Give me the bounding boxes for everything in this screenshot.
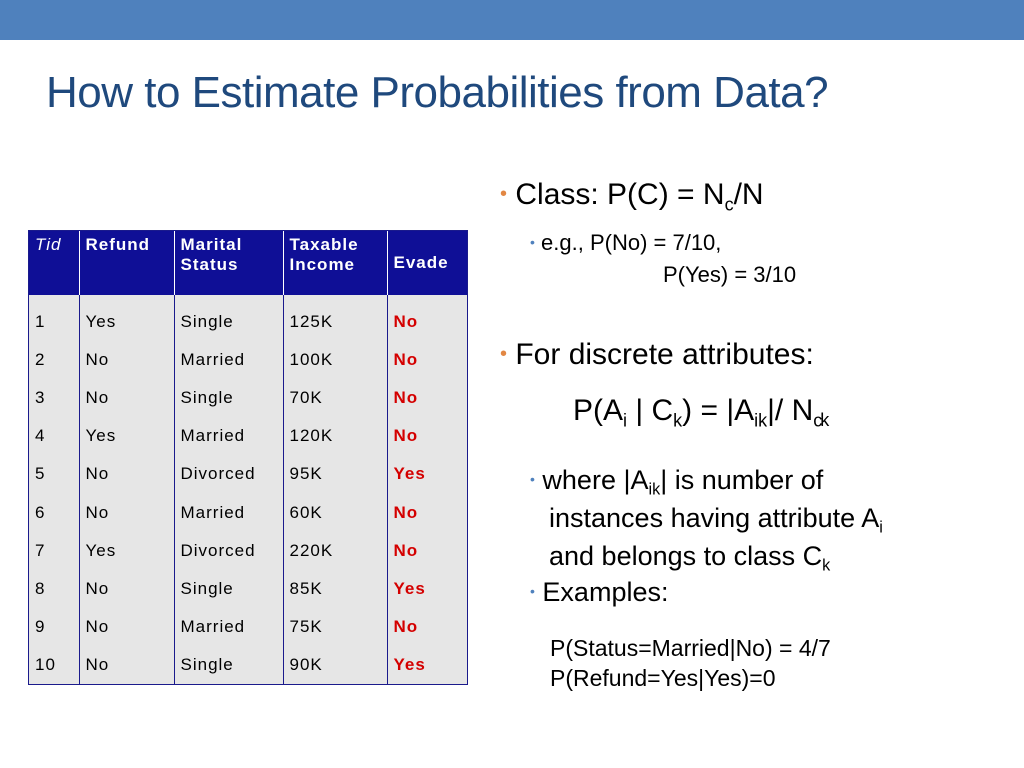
cell-status: Divorced [174, 532, 283, 570]
cell-tid: 8 [29, 570, 79, 608]
top-accent-bar [0, 0, 1024, 40]
cell-income: 220K [283, 532, 387, 570]
cell-evade: No [393, 502, 419, 522]
cell-evade: No [393, 426, 419, 446]
cell-status: Married [174, 493, 283, 531]
cell-status: Married [174, 417, 283, 455]
cell-refund: Yes [79, 303, 174, 341]
bullet-class: • Class: $P(C) = N_c/N$ [500, 178, 764, 215]
cell-income: 95K [283, 455, 387, 493]
cell-status: Single [174, 646, 283, 684]
header-marital-status: Marital Status [174, 231, 283, 295]
cell-refund: No [79, 608, 174, 646]
cell-refund: No [79, 455, 174, 493]
table-row [29, 570, 467, 608]
table-row [29, 646, 467, 684]
examples-list [550, 633, 831, 693]
table-row [29, 532, 467, 570]
cell-tid: 5 [29, 455, 79, 493]
cell-status: Divorced [174, 455, 283, 493]
cell-refund: No [79, 379, 174, 417]
cell-income: 125K [283, 303, 387, 341]
table-row [29, 455, 467, 493]
example-line-1: • e.g., P(No) = 7/10, [530, 230, 722, 255]
example-2: P(Refund=Yes|Yes)=0 [550, 665, 776, 691]
cell-income: 85K [283, 570, 387, 608]
header-refund: Refund [79, 231, 174, 295]
cell-evade: Yes [393, 464, 426, 484]
table-header-row [29, 231, 467, 295]
cell-refund: No [79, 646, 174, 684]
cell-refund: No [79, 341, 174, 379]
cell-status: Married [174, 341, 283, 379]
example-line-2: P(Yes) = 3/10 [663, 262, 797, 287]
header-evade: Evade [387, 231, 467, 295]
spacer-row [29, 295, 467, 303]
cell-tid: 10 [29, 646, 79, 684]
cell-evade: No [393, 616, 419, 636]
table-row [29, 493, 467, 531]
cell-evade: No [393, 388, 419, 408]
cell-income: 90K [283, 646, 387, 684]
cell-income: 70K [283, 379, 387, 417]
cell-tid: 7 [29, 532, 79, 570]
table-row [29, 341, 467, 379]
cell-status: Married [174, 608, 283, 646]
cell-evade: No [393, 312, 419, 332]
cell-evade: No [393, 540, 419, 560]
cell-refund: No [79, 570, 174, 608]
formula: $P(A_i$ | $C_k) = |A_{ik}|/$ $N_{ck}$ [573, 394, 830, 431]
cell-tid: 6 [29, 493, 79, 531]
cell-income: 75K [283, 608, 387, 646]
bullet-icon: • [500, 183, 508, 205]
cell-refund: Yes [79, 417, 174, 455]
cell-refund: No [79, 493, 174, 531]
cell-refund: Yes [79, 532, 174, 570]
cell-tid: 1 [29, 303, 79, 341]
cell-income: 60K [283, 493, 387, 531]
where-description: • where $|A_{ik}|$ is number of instances having attribute $A_i$ and belongs to class $C_k$ [530, 465, 883, 575]
cell-income: 100K [283, 341, 387, 379]
bullet-discrete: • For discrete attributes: [500, 338, 814, 371]
header-tid: Tid [29, 231, 79, 295]
table-row [29, 303, 467, 341]
cell-evade: No [393, 350, 419, 370]
cell-tid: 4 [29, 417, 79, 455]
table-row [29, 417, 467, 455]
cell-income: 120K [283, 417, 387, 455]
cell-status: Single [174, 570, 283, 608]
header-taxable-income: Taxable Income [283, 231, 387, 295]
cell-status: Single [174, 303, 283, 341]
cell-evade: Yes [393, 578, 426, 598]
cell-evade: Yes [393, 654, 426, 674]
example-1: P(Status=Married|No) = 4/7 [550, 635, 831, 661]
cell-tid: 2 [29, 341, 79, 379]
slide-title: How to Estimate Probabilities from Data? [46, 68, 829, 117]
table-row [29, 379, 467, 417]
data-table [28, 230, 468, 685]
table-row [29, 608, 467, 646]
cell-tid: 9 [29, 608, 79, 646]
examples-heading: • Examples: [530, 577, 669, 607]
cell-tid: 3 [29, 379, 79, 417]
cell-status: Single [174, 379, 283, 417]
